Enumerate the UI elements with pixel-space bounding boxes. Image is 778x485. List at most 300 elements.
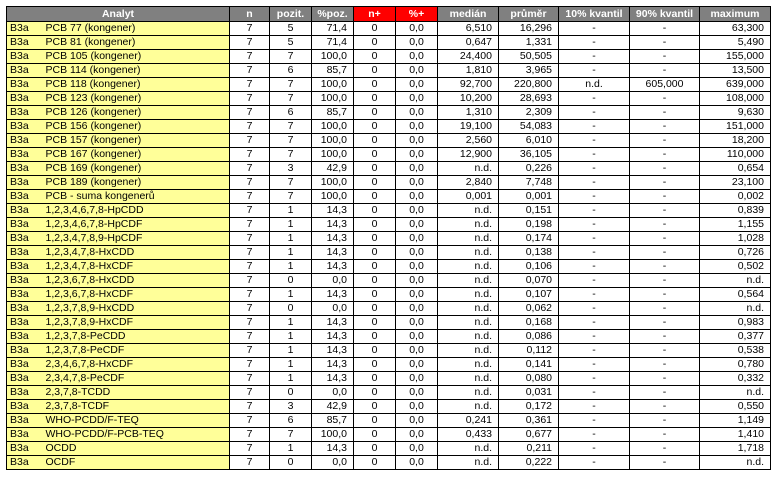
cell-kv10: - [559,162,630,176]
cell-pct-poz: 14,3 [312,260,354,274]
table-row [7,148,771,162]
cell-kv90: - [630,246,700,260]
cell-prumer: 0,168 [499,316,559,330]
cell-code: B3a [7,344,40,358]
cell-maximum: 0,502 [700,260,771,274]
cell-prumer: 16,296 [499,22,559,36]
cell-kv90: - [630,204,700,218]
cell-median: n.d. [438,162,499,176]
cell-pct-plus: 0,0 [396,274,438,288]
cell-prumer: 1,331 [499,36,559,50]
cell-n-plus: 0 [354,344,396,358]
cell-kv90: - [630,148,700,162]
cell-pct-plus: 0,0 [396,386,438,400]
cell-prumer: 0,080 [499,372,559,386]
cell-pct-plus: 0,0 [396,414,438,428]
cell-maximum: 0,839 [700,204,771,218]
cell-kv10: - [559,358,630,372]
cell-pozit: 6 [270,106,312,120]
cell-n-plus: 0 [354,330,396,344]
cell-pct-poz: 14,3 [312,288,354,302]
cell-pct-poz: 0,0 [312,274,354,288]
cell-pct-plus: 0,0 [396,288,438,302]
cell-n-plus: 0 [354,260,396,274]
table-row [7,36,771,50]
table-row [7,302,771,316]
table-row [7,204,771,218]
cell-kv10: - [559,232,630,246]
cell-n: 7 [230,162,270,176]
cell-n-plus: 0 [354,134,396,148]
cell-maximum: n.d. [700,456,771,470]
cell-median: n.d. [438,372,499,386]
cell-analyte: PCB 157 (kongener) [40,134,230,148]
cell-kv10: - [559,442,630,456]
cell-median: n.d. [438,232,499,246]
cell-maximum: 0,377 [700,330,771,344]
cell-n: 7 [230,232,270,246]
cell-code: B3a [7,274,40,288]
cell-analyte: PCB 189 (kongener) [40,176,230,190]
cell-n: 7 [230,50,270,64]
cell-n-plus: 0 [354,120,396,134]
cell-n-plus: 0 [354,92,396,106]
header-kv10: 10% kvantil [559,7,630,22]
cell-maximum: 9,630 [700,106,771,120]
cell-n: 7 [230,400,270,414]
cell-code: B3a [7,386,40,400]
cell-pozit: 3 [270,162,312,176]
header-row [7,7,771,22]
cell-code: B3a [7,22,40,36]
cell-kv10: - [559,400,630,414]
cell-kv10: - [559,344,630,358]
cell-analyte: 1,2,3,7,8-PeCDF [40,344,230,358]
cell-pct-plus: 0,0 [396,344,438,358]
cell-pozit: 3 [270,400,312,414]
cell-code: B3a [7,162,40,176]
cell-n: 7 [230,428,270,442]
table-row [7,330,771,344]
cell-pct-plus: 0,0 [396,22,438,36]
cell-code: B3a [7,190,40,204]
table-row [7,442,771,456]
cell-kv90: - [630,36,700,50]
cell-prumer: 0,211 [499,442,559,456]
cell-prumer: 0,222 [499,456,559,470]
table-row [7,50,771,64]
cell-pozit: 0 [270,456,312,470]
table-row [7,456,771,470]
cell-n: 7 [230,120,270,134]
cell-n-plus: 0 [354,106,396,120]
cell-kv10: - [559,386,630,400]
cell-kv90: - [630,302,700,316]
cell-maximum: 1,149 [700,414,771,428]
cell-median: n.d. [438,204,499,218]
cell-kv10: - [559,36,630,50]
cell-kv90: - [630,456,700,470]
table-row [7,274,771,288]
cell-pct-poz: 100,0 [312,148,354,162]
cell-code: B3a [7,78,40,92]
cell-pozit: 1 [270,358,312,372]
cell-pct-poz: 0,0 [312,386,354,400]
cell-kv10: - [559,204,630,218]
cell-pct-plus: 0,0 [396,232,438,246]
cell-pct-poz: 85,7 [312,64,354,78]
table-row [7,386,771,400]
cell-kv10: - [559,106,630,120]
header-prumer: průměr [499,7,559,22]
cell-n-plus: 0 [354,204,396,218]
cell-pozit: 7 [270,134,312,148]
cell-pozit: 5 [270,22,312,36]
cell-median: n.d. [438,386,499,400]
cell-pct-plus: 0,0 [396,302,438,316]
cell-prumer: 54,083 [499,120,559,134]
cell-kv90: - [630,414,700,428]
cell-pozit: 7 [270,50,312,64]
cell-prumer: 6,010 [499,134,559,148]
cell-pct-poz: 14,3 [312,344,354,358]
cell-analyte: PCB 81 (kongener) [40,36,230,50]
cell-pct-poz: 100,0 [312,428,354,442]
cell-n: 7 [230,64,270,78]
cell-pct-plus: 0,0 [396,456,438,470]
cell-kv90: - [630,120,700,134]
cell-code: B3a [7,246,40,260]
cell-median: 92,700 [438,78,499,92]
cell-kv90: - [630,106,700,120]
cell-analyte: 2,3,4,7,8-PeCDF [40,372,230,386]
cell-pct-poz: 14,3 [312,442,354,456]
cell-kv90: - [630,218,700,232]
header-kv90: 90% kvantil [630,7,700,22]
table-row [7,344,771,358]
cell-pozit: 7 [270,190,312,204]
cell-pct-poz: 14,3 [312,372,354,386]
cell-code: B3a [7,232,40,246]
cell-pct-plus: 0,0 [396,372,438,386]
cell-kv10: - [559,260,630,274]
cell-median: 0,001 [438,190,499,204]
table-row [7,358,771,372]
cell-n-plus: 0 [354,316,396,330]
table-row [7,316,771,330]
cell-pct-plus: 0,0 [396,50,438,64]
cell-pct-plus: 0,0 [396,204,438,218]
cell-n-plus: 0 [354,22,396,36]
cell-median: 10,200 [438,92,499,106]
cell-code: B3a [7,428,40,442]
cell-pct-poz: 42,9 [312,400,354,414]
cell-pozit: 0 [270,274,312,288]
table-row [7,414,771,428]
cell-prumer: 0,677 [499,428,559,442]
cell-code: B3a [7,176,40,190]
table-row [7,134,771,148]
cell-analyte: 1,2,3,6,7,8-HxCDD [40,274,230,288]
cell-kv10: n.d. [559,78,630,92]
cell-maximum: 155,000 [700,50,771,64]
cell-n-plus: 0 [354,428,396,442]
cell-kv90: - [630,428,700,442]
cell-n: 7 [230,274,270,288]
cell-pct-plus: 0,0 [396,36,438,50]
cell-analyte: PCB - suma kongenerů [40,190,230,204]
cell-kv90: - [630,372,700,386]
cell-pct-poz: 71,4 [312,36,354,50]
cell-maximum: 23,100 [700,176,771,190]
header-median: medián [438,7,499,22]
table-row [7,428,771,442]
cell-kv90: - [630,288,700,302]
table-row [7,92,771,106]
cell-n: 7 [230,190,270,204]
cell-n: 7 [230,260,270,274]
cell-pct-poz: 14,3 [312,316,354,330]
cell-median: n.d. [438,260,499,274]
cell-kv10: - [559,428,630,442]
cell-pozit: 7 [270,176,312,190]
cell-n-plus: 0 [354,64,396,78]
cell-analyte: WHO-PCDD/F-TEQ [40,414,230,428]
cell-median: 24,400 [438,50,499,64]
cell-maximum: 0,538 [700,344,771,358]
cell-analyte: PCB 105 (kongener) [40,50,230,64]
cell-pct-plus: 0,0 [396,400,438,414]
cell-prumer: 0,141 [499,358,559,372]
cell-kv10: - [559,92,630,106]
cell-n-plus: 0 [354,302,396,316]
cell-kv10: - [559,50,630,64]
cell-pozit: 7 [270,92,312,106]
cell-median: 1,810 [438,64,499,78]
table-row [7,260,771,274]
cell-n: 7 [230,442,270,456]
cell-n: 7 [230,386,270,400]
cell-prumer: 28,693 [499,92,559,106]
cell-pct-poz: 100,0 [312,120,354,134]
cell-code: B3a [7,64,40,78]
table-row [7,162,771,176]
cell-n-plus: 0 [354,288,396,302]
cell-pozit: 1 [270,246,312,260]
cell-kv10: - [559,218,630,232]
cell-code: B3a [7,218,40,232]
cell-n-plus: 0 [354,358,396,372]
cell-pct-poz: 100,0 [312,176,354,190]
cell-pozit: 0 [270,302,312,316]
cell-n: 7 [230,92,270,106]
table-row [7,288,771,302]
cell-analyte: PCB 156 (kongener) [40,120,230,134]
cell-pct-plus: 0,0 [396,428,438,442]
cell-code: B3a [7,358,40,372]
cell-code: B3a [7,400,40,414]
cell-code: B3a [7,50,40,64]
cell-prumer: 0,086 [499,330,559,344]
cell-code: B3a [7,414,40,428]
cell-n-plus: 0 [354,442,396,456]
cell-maximum: n.d. [700,274,771,288]
cell-n: 7 [230,106,270,120]
cell-kv10: - [559,64,630,78]
cell-analyte: PCB 123 (kongener) [40,92,230,106]
cell-kv10: - [559,302,630,316]
header-maximum: maximum [700,7,771,22]
cell-pct-poz: 100,0 [312,50,354,64]
cell-pct-poz: 14,3 [312,358,354,372]
cell-kv10: - [559,176,630,190]
cell-kv90: - [630,358,700,372]
cell-pozit: 0 [270,386,312,400]
cell-prumer: 0,062 [499,302,559,316]
cell-kv10: - [559,148,630,162]
cell-pct-poz: 100,0 [312,134,354,148]
cell-kv90: 605,000 [630,78,700,92]
cell-maximum: 0,654 [700,162,771,176]
cell-median: 0,647 [438,36,499,50]
cell-pct-plus: 0,0 [396,442,438,456]
cell-code: B3a [7,302,40,316]
cell-n-plus: 0 [354,78,396,92]
cell-maximum: 63,300 [700,22,771,36]
cell-code: B3a [7,148,40,162]
cell-n: 7 [230,372,270,386]
cell-pct-poz: 42,9 [312,162,354,176]
cell-analyte: 1,2,3,4,7,8-HxCDF [40,260,230,274]
cell-kv90: - [630,64,700,78]
cell-median: 1,310 [438,106,499,120]
cell-pozit: 7 [270,78,312,92]
cell-analyte: OCDD [40,442,230,456]
cell-median: n.d. [438,344,499,358]
cell-n-plus: 0 [354,36,396,50]
cell-pozit: 6 [270,414,312,428]
table-row [7,218,771,232]
cell-maximum: 1,410 [700,428,771,442]
cell-median: n.d. [438,442,499,456]
cell-pozit: 1 [270,288,312,302]
cell-pct-plus: 0,0 [396,176,438,190]
cell-prumer: 0,107 [499,288,559,302]
cell-n-plus: 0 [354,162,396,176]
cell-pct-poz: 0,0 [312,456,354,470]
cell-analyte: PCB 118 (kongener) [40,78,230,92]
cell-kv90: - [630,232,700,246]
cell-median: n.d. [438,274,499,288]
cell-kv10: - [559,330,630,344]
cell-n: 7 [230,134,270,148]
cell-pct-plus: 0,0 [396,120,438,134]
cell-prumer: 50,505 [499,50,559,64]
cell-kv90: - [630,190,700,204]
cell-kv10: - [559,190,630,204]
cell-kv10: - [559,134,630,148]
header-n: n [230,7,270,22]
cell-maximum: 0,564 [700,288,771,302]
cell-median: n.d. [438,456,499,470]
cell-code: B3a [7,316,40,330]
cell-pozit: 5 [270,36,312,50]
cell-prumer: 0,151 [499,204,559,218]
cell-n: 7 [230,148,270,162]
cell-kv90: - [630,330,700,344]
cell-pozit: 7 [270,148,312,162]
cell-kv90: - [630,50,700,64]
cell-prumer: 220,800 [499,78,559,92]
cell-n: 7 [230,176,270,190]
cell-code: B3a [7,372,40,386]
cell-prumer: 0,226 [499,162,559,176]
cell-maximum: 0,550 [700,400,771,414]
cell-code: B3a [7,204,40,218]
cell-analyte: 1,2,3,4,7,8-HxCDD [40,246,230,260]
cell-median: n.d. [438,358,499,372]
cell-analyte: 1,2,3,7,8,9-HxCDD [40,302,230,316]
cell-pozit: 1 [270,344,312,358]
cell-pozit: 7 [270,428,312,442]
table-row [7,232,771,246]
cell-maximum: 0,983 [700,316,771,330]
cell-pct-plus: 0,0 [396,190,438,204]
table-row [7,400,771,414]
cell-prumer: 0,031 [499,386,559,400]
table-row [7,78,771,92]
cell-maximum: n.d. [700,386,771,400]
cell-pct-plus: 0,0 [396,162,438,176]
cell-kv10: - [559,316,630,330]
cell-pct-poz: 14,3 [312,246,354,260]
cell-kv10: - [559,372,630,386]
cell-pct-plus: 0,0 [396,92,438,106]
cell-median: 0,433 [438,428,499,442]
cell-pct-plus: 0,0 [396,316,438,330]
cell-code: B3a [7,288,40,302]
cell-kv10: - [559,414,630,428]
cell-n: 7 [230,344,270,358]
cell-code: B3a [7,260,40,274]
cell-median: n.d. [438,400,499,414]
cell-code: B3a [7,442,40,456]
cell-analyte: PCB 77 (kongener) [40,22,230,36]
cell-analyte: PCB 114 (kongener) [40,64,230,78]
cell-analyte: 1,2,3,4,6,7,8-HpCDD [40,204,230,218]
cell-prumer: 0,001 [499,190,559,204]
cell-kv90: - [630,92,700,106]
cell-n-plus: 0 [354,372,396,386]
cell-n: 7 [230,218,270,232]
cell-kv10: - [559,456,630,470]
header-pct-plus: %+ [396,7,438,22]
cell-prumer: 0,138 [499,246,559,260]
cell-pozit: 7 [270,120,312,134]
cell-analyte: 1,2,3,4,6,7,8-HpCDF [40,218,230,232]
cell-n: 7 [230,316,270,330]
cell-n: 7 [230,36,270,50]
cell-n-plus: 0 [354,232,396,246]
cell-analyte: 1,2,3,4,7,8,9-HpCDF [40,232,230,246]
cell-pct-plus: 0,0 [396,64,438,78]
cell-kv90: - [630,22,700,36]
cell-pct-plus: 0,0 [396,246,438,260]
cell-median: n.d. [438,246,499,260]
cell-maximum: 110,000 [700,148,771,162]
cell-maximum: 108,000 [700,92,771,106]
cell-kv10: - [559,288,630,302]
